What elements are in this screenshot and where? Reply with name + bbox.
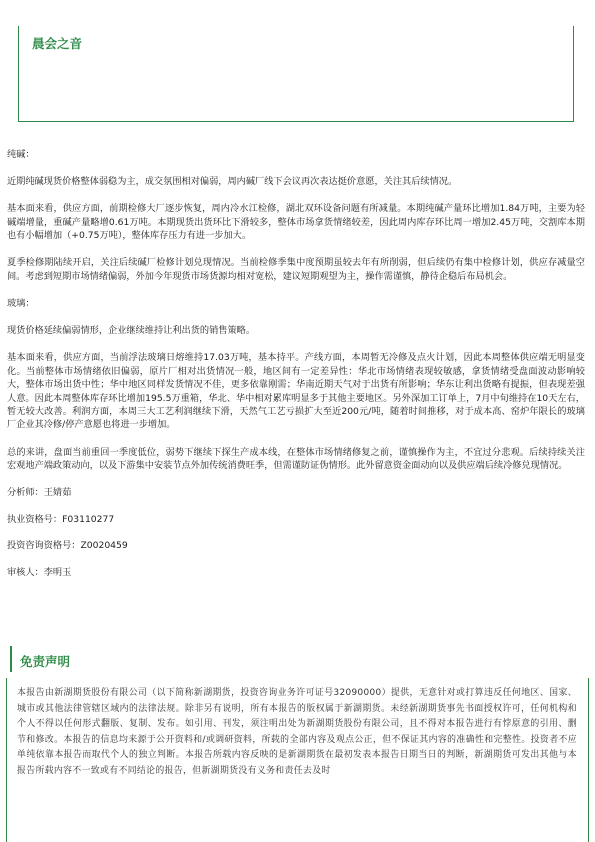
summary-paragraph: 总的来讲，盘面当前重回一季度低位，弱势下继续下探生产成本线，在整体市场情绪修复之前，谨慎操作为主，不宜过分悲观。后续持续关注宏观地产端政策动向，以及下游集中安装节点外加传统消费旺季，但需谨防证伪情形。此外留意资金面动向以及供应端后续冷修兑现情况。 [7,446,585,472]
soda-ash-paragraph-1: 近期纯碱现货价格整体弱稳为主，成交氛围相对偏弱，周内碱厂线下会议再次表达挺价意愿，关注其后续情况。 [7,176,458,188]
glass-paragraph-1: 现货价格延续偏弱情形，企业继续维持让利出货的销售策略。 [7,325,256,337]
disclaimer-text: 本报告由新湖期货股份有限公司（以下简称新湖期货，投资咨询业务许可证号32090000）提供，无意针对或打算违反任何地区、国家、城市或其他法律管辖区域内的法律法规。除非另有说明，所有本报告的版权属于新湖期货。未经新湖期货事先书面授权许可，任何机构和个人不得以任何形式翻版、复制、发布。如引用、刊发，须注明出处为新湖期货股份有限公司，且不得对本报告进行有悖原意的引用、删节和修改。本报告的信息均来源于公开资料和/或调研资料，所载的全部内容及观点公正，但不保证其内容的准确性和完整性。投资者不应单纯依靠本报告而取代个人的独立判断。本报告所载内容反映的是新湖期货在最初发表本报告日期当日的判断，新湖期货可发出其他与本报告所载内容不一致或有不同结论的报告，但新湖期货没有义务和责任去及时 [17,688,577,776]
soda-ash-paragraph-3: 夏季检修期陆续开启，关注后续碱厂检修计划兑现情况。当前检修季集中度预期虽较去年有所削弱，但后续仍有集中检修计划，供应存减量空间。考虑到短期市场情绪偏弱，外加今年现货市场货源均相对宽松，建议短期观望为主，操作需谨慎，静待企稳后布局机会。 [7,257,585,282]
disclaimer-title: 免责声明 [20,654,71,669]
analyst-name: 分析师：王婧茹 [7,487,72,499]
soda-ash-paragraph-2: 基本面来看，供应方面，前期检修大厂逐步恢复，周内冷水江检修，湖北双环设备问题有所减量。本期纯碱产量环比增加1.84万吨，主要为轻碱端增量，重碱产量略增0.61万吨。本期现货出货环比下滑较多，整体市场拿货情绪较差，因此周内库存环比周一增加2.45万吨，交割库本期也有小幅增加（+0.75万吨），整体库存压力有进一步加大。 [7,203,585,242]
glass-paragraph-2: 基本面来看，供应方面，当前浮法玻璃日熔维持17.03万吨，基本持平。产线方面，本周暂无冷修及点火计划，因此本周整体供应端无明显变化。当前整体市场情绪依旧偏弱，原片厂相对出货情况一般，地区间有一定差异性：华北市场情绪表现较敏感，拿货情绪受盘面波动影响较大，整体市场出货中性；华中地区同样发货情况不佳，更多依靠刚需；华南近期天气对于出货有所影响；华东让利出货略有提振，但表现差强人意。因此本周整体库存环比增加195.5万重箱，华北、华中相对累库明显多于其他主要地区。另外深加工订单上，7月中旬维持在10天左右，暂无较大改善。利润方面，本周三大工艺利润继续下滑，天然气工艺亏损扩大至近200元/吨，随着时间推移，对于成本高、窑炉年限长的玻璃厂企业其冷修/停产意愿也将进一步增加。 [7,352,585,431]
reviewer-name: 审核人：李明玉 [7,567,72,579]
soda-ash-heading: 纯碱： [7,149,35,160]
report-body [7,148,585,593]
consult-license-number: 投资咨询资格号：Z0020459 [7,540,128,552]
disclaimer-accent-bar [10,646,12,672]
morning-note-box [18,26,574,122]
glass-heading: 玻璃： [7,298,35,310]
disclaimer-header [6,646,589,672]
morning-note-title: 晨会之音 [32,36,83,51]
license-number: 执业资格号：F03110277 [7,513,115,525]
